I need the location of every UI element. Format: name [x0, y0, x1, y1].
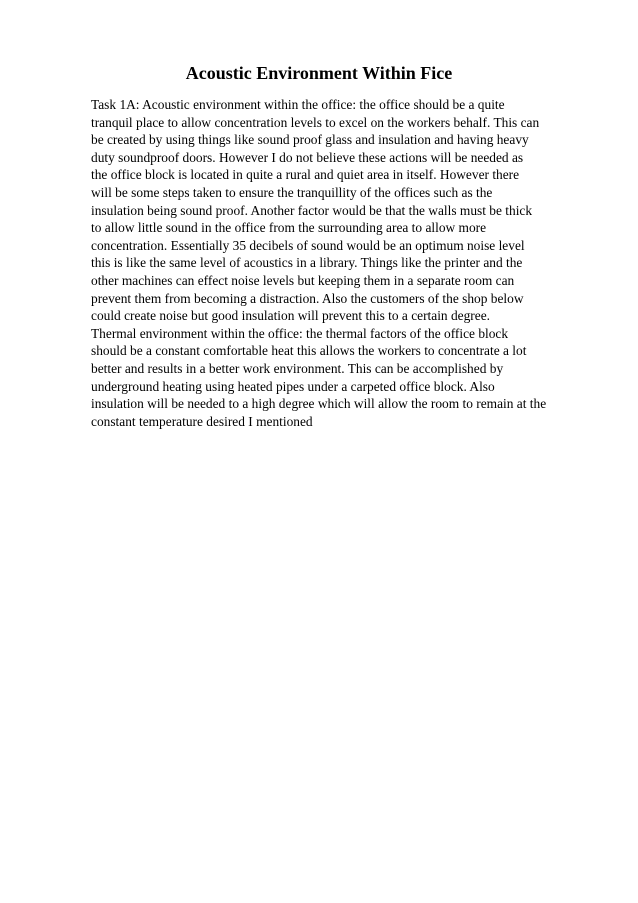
document-body	[91, 96, 591, 430]
body-line: could create noise but good insulation will prevent this to a certain degree.	[91, 308, 490, 324]
body-line: the office block is located in quite a rural and quiet area in itself. However there	[91, 167, 520, 183]
body-line: concentration. Essentially 35 decibels of sound would be an optimum noise level	[91, 237, 525, 253]
body-line: will be some steps taken to ensure the tranquillity of the offices such as the	[91, 184, 493, 200]
body-line: duty soundproof doors. However I do not believe these actions will be needed as	[91, 149, 524, 165]
body-line: insulation will be needed to a high degree which will allow the room to remain at the	[91, 396, 547, 412]
body-line: insulation being sound proof. Another factor would be that the walls must be thick	[91, 202, 533, 218]
body-line: prevent them from becoming a distraction. Also the customers of the shop below	[91, 290, 524, 306]
body-line: constant temperature desired I mentioned	[91, 413, 313, 429]
body-line: other machines can effect noise levels but keeping them in a separate room can	[91, 272, 515, 288]
body-line: should be a constant comfortable heat this allows the workers to concentrate a lot	[91, 343, 527, 359]
body-line: be created by using things like sound proof glass and insulation and having heavy	[91, 132, 529, 148]
body-line: better and results in a better work environment. This can be accomplished by	[91, 360, 504, 376]
body-line: tranquil place to allow concentration levels to excel on the workers behalf. This can	[91, 114, 540, 130]
body-line: Thermal environment within the office: the thermal factors of the office block	[91, 325, 509, 341]
document-title: Acoustic Environment Within Fice	[185, 63, 453, 83]
body-line: underground heating using heated pipes under a carpeted office block. Also	[91, 378, 495, 394]
body-line: to allow little sound in the office from the surrounding area to allow more	[91, 220, 487, 236]
body-line: Task 1A: Acoustic environment within the office: the office should be a quite	[91, 97, 505, 112]
body-line: this is like the same level of acoustics in a library. Things like the printer and the	[91, 255, 523, 271]
